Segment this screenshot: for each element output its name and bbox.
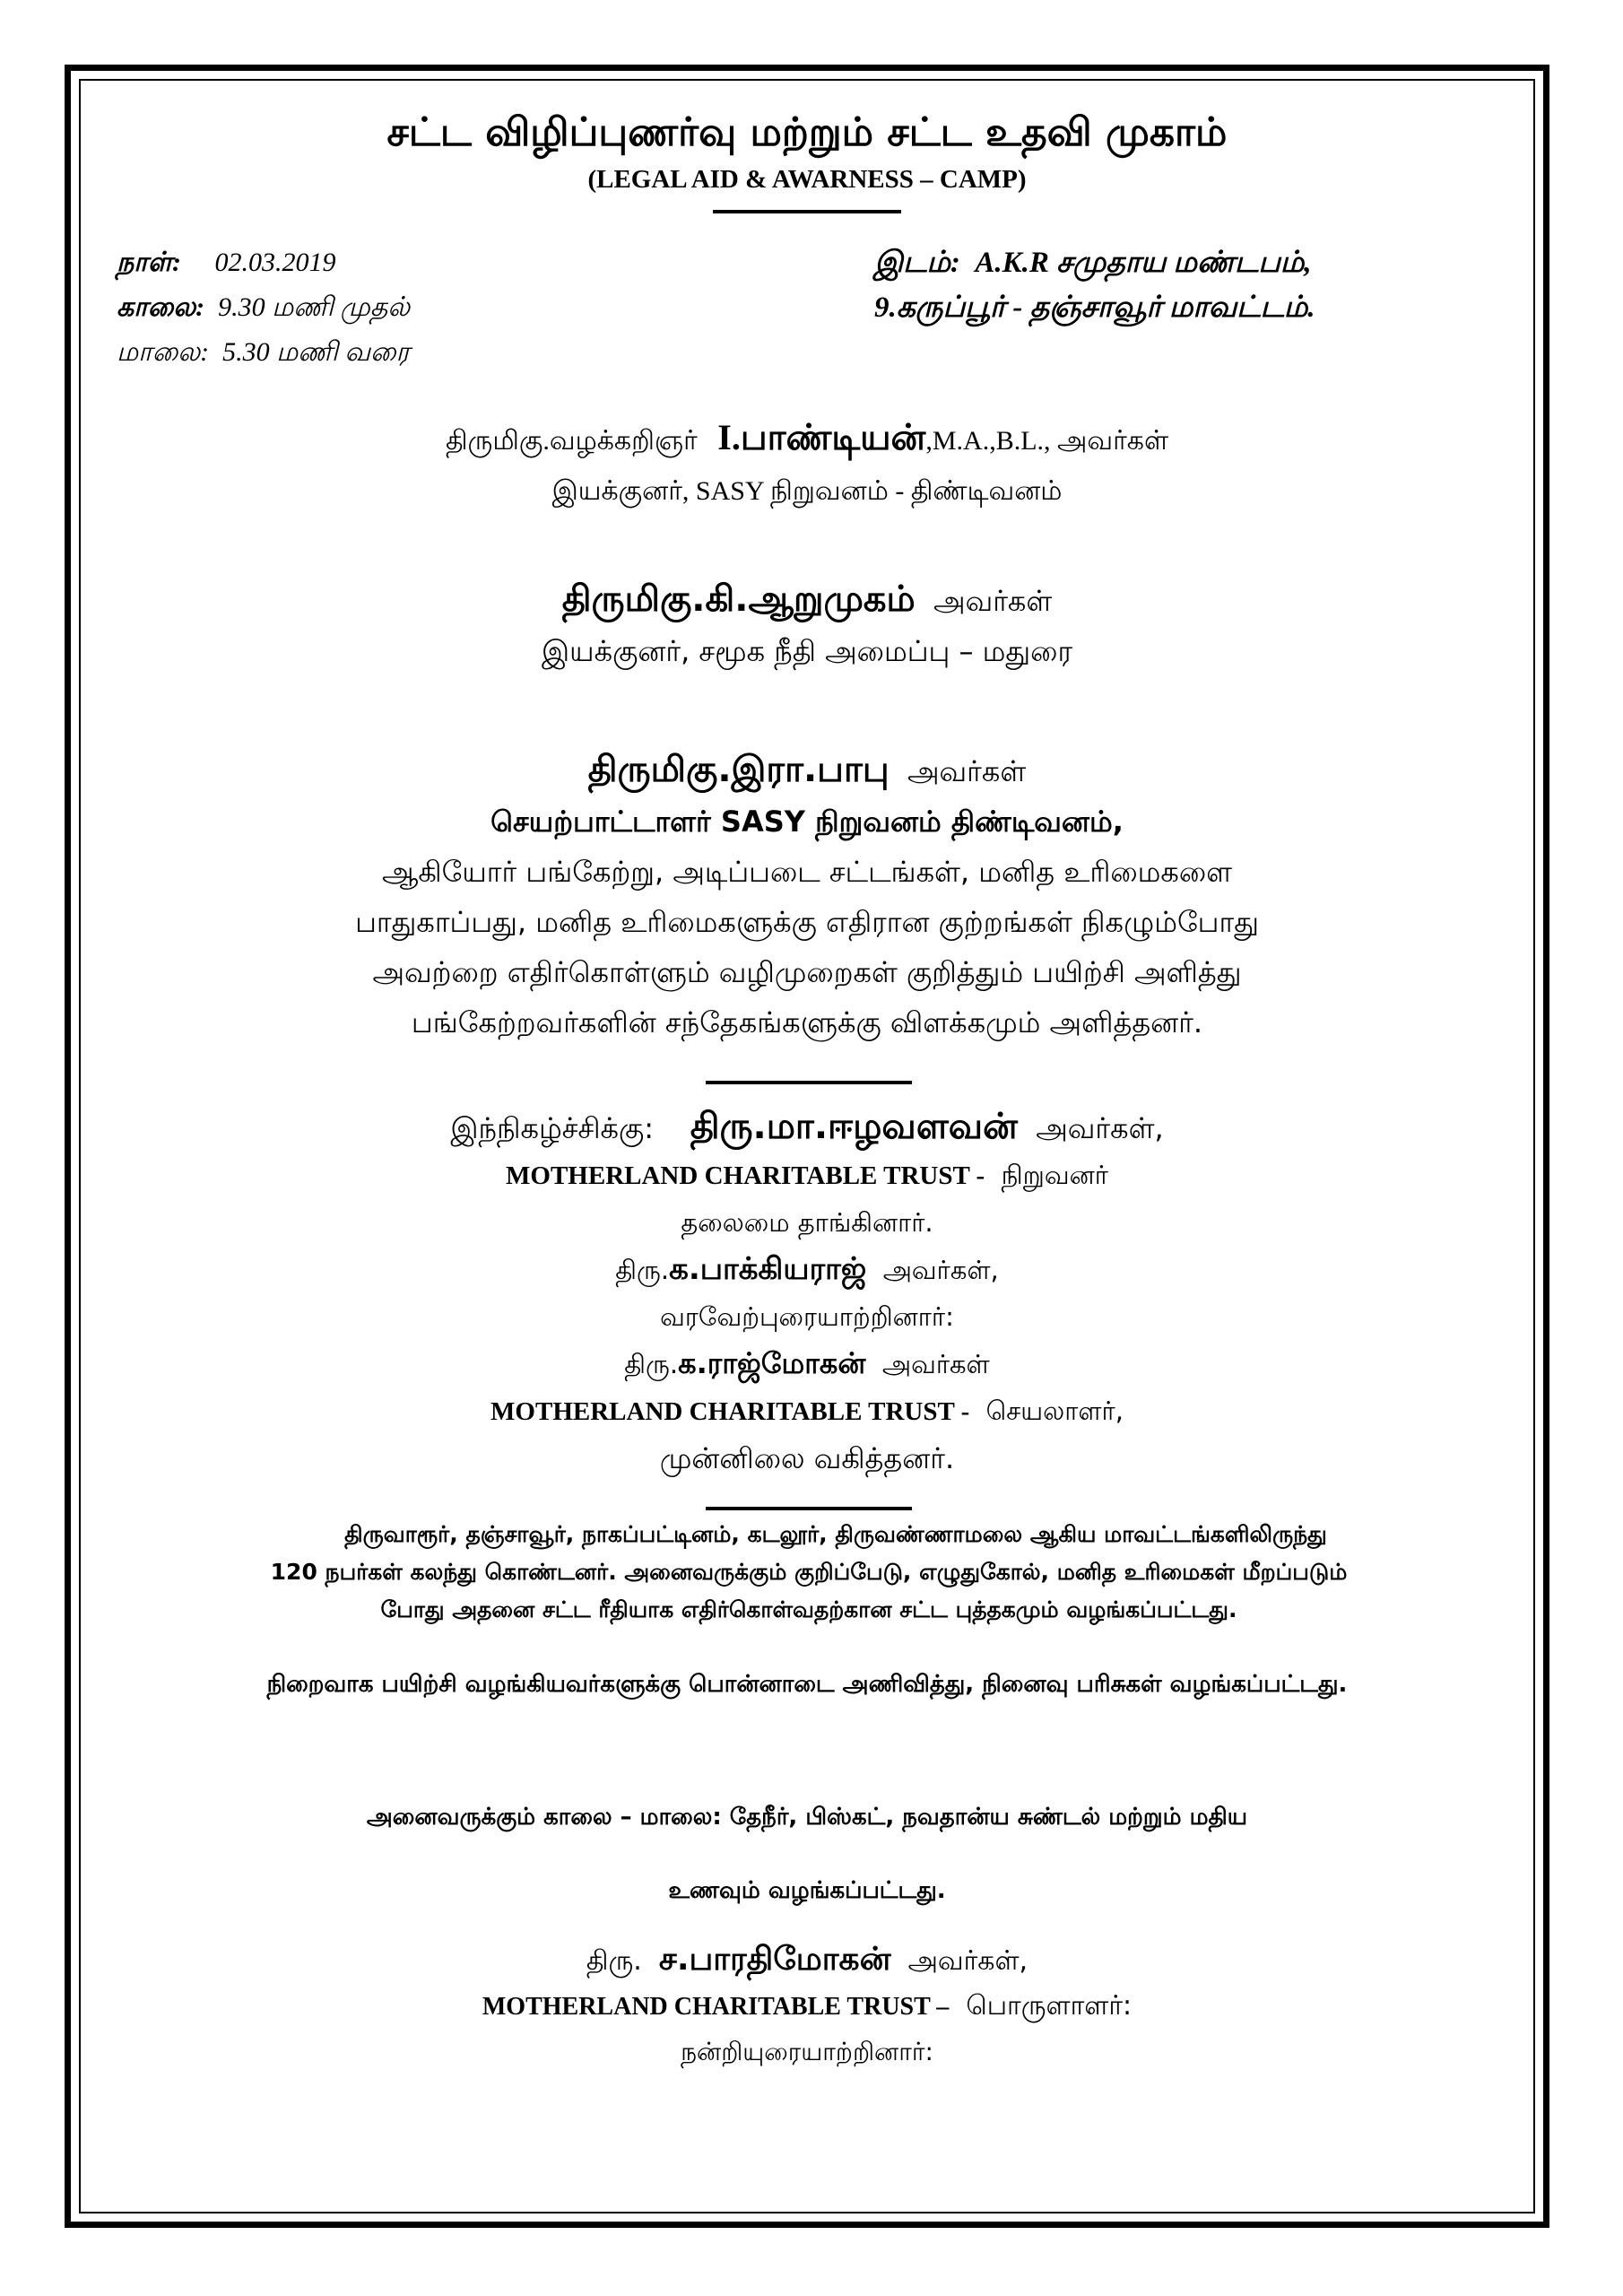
- welcome-name: க.பாக்கியராஜ்: [669, 1251, 867, 1287]
- date-row: [117, 240, 410, 285]
- speaker-3-line: [82, 744, 1532, 796]
- speaker-1-name: I.பாண்டியன்: [717, 417, 926, 457]
- training-line-4: பங்கேற்றவர்களின் சந்தேகங்களுக்கு விளக்கமும் அளித்தனர்.: [411, 1005, 1203, 1039]
- thanks-block: [82, 1937, 1532, 2074]
- training-line-1: ஆகியோர் பங்கேற்று, அடிப்படை சட்டங்கள், மனித உரிமைகளை: [381, 855, 1233, 889]
- speaker-3-role: செயற்பாட்டாளர் SASY நிறுவனம் திண்டிவனம்,: [490, 804, 1124, 839]
- date-value: 02.03.2019: [214, 248, 336, 277]
- welcome-prefix: திரு.: [615, 1255, 670, 1285]
- thanks-action: நன்றியுரையாற்றினார்:: [681, 2037, 933, 2066]
- section-divider: [706, 1081, 912, 1084]
- speaker-1-suffix: ,M.A.,B.L., அவர்கள்: [925, 426, 1169, 456]
- summary-line-2: 120 நபர்கள் கலந்து கொண்டனர். அனைவருக்கும் குறிப்பேடு, எழுதுகோல், மனித உரிமைகள் மீறப்படும்: [270, 1559, 1348, 1585]
- food-paragraph: [82, 1780, 1532, 1927]
- document-body: [82, 90, 1532, 2215]
- header: [82, 104, 1532, 213]
- presence-suffix: அவர்கள்: [881, 1349, 990, 1379]
- thanks-name: ச.பாரதிமோகன்: [658, 1941, 891, 1978]
- chair-suffix: அவர்கள்,: [1036, 1111, 1164, 1145]
- speaker-1-role: இயக்குனர், SASY நிறுவனம் - திண்டிவனம்: [551, 476, 1063, 506]
- page-subtitle: (LEGAL AID & AWARNESS – CAMP): [587, 165, 1027, 194]
- evening-value: 5.30 மணி வரை: [222, 337, 410, 367]
- welcome-line: [82, 1246, 1532, 1293]
- speaker-3-name: திருமிகு.இரா.பாபு: [587, 749, 890, 790]
- title-underline: [713, 210, 901, 213]
- thanks-org-role: பொருளாளர்:: [966, 1990, 1133, 2022]
- speaker-2-name: திருமிகு.கி.ஆறுமுகம்: [561, 578, 916, 620]
- evening-row: [117, 330, 410, 375]
- honour-paragraph: நிறைவாக பயிற்சி வழங்கியவர்களுக்கு பொன்னாடை அணிவித்து, நினைவு பரிசுகள் வழங்கப்பட்டது.: [266, 1671, 1348, 1698]
- morning-label: காலை:: [117, 292, 205, 322]
- venue-value: A.K.R சமுதாய மண்டபம்,: [975, 247, 1312, 279]
- thanks-org-line: [82, 1984, 1532, 2030]
- presence-prefix: திரு.: [624, 1349, 679, 1379]
- venue-row: [874, 240, 1315, 285]
- chair-org-line: [82, 1152, 1532, 1199]
- speaker-3-suffix: அவர்கள்: [907, 754, 1027, 788]
- speaker-2: [82, 574, 1532, 676]
- welcome-suffix: அவர்கள்,: [882, 1255, 999, 1285]
- training-line-2: பாதுகாப்பது, மனித உரிமைகளுக்கு எதிரான குற்றங்கள் நிகழும்போது: [355, 905, 1259, 939]
- morning-row: [117, 285, 410, 330]
- speaker-2-role: இயக்குனர், சமூக நீதி அமைப்பு – மதுரை: [542, 634, 1072, 668]
- page-title: சட்ட விழிப்புணர்வு மற்றும் சட்ட உதவி முகாம்: [386, 109, 1228, 155]
- speaker-1: [82, 413, 1532, 517]
- date-label: நாள்:: [117, 248, 181, 277]
- summary-line-3: போது அதனை சட்ட ரீதியாக எதிர்கொள்வதற்கான சட்ட புத்தகமும் வழங்கப்பட்டது.: [380, 1596, 1237, 1622]
- presence-org: MOTHERLAND CHARITABLE TRUST -: [490, 1397, 970, 1426]
- chair-line: [82, 1103, 1532, 1152]
- welcome-action: வரவேற்புரையாற்றினார்:: [660, 1301, 954, 1332]
- chair-org: MOTHERLAND CHARITABLE TRUST -: [506, 1161, 985, 1190]
- thanks-org: MOTHERLAND CHARITABLE TRUST –: [482, 1993, 950, 2021]
- speaker-1-prefix: திருமிகு.வழக்கறிஞர்: [445, 426, 698, 456]
- chair-action: தலைமை தாங்கினார்.: [681, 1207, 933, 1238]
- thanks-prefix: திரு.: [586, 1945, 642, 1977]
- food-line-2: உணவும் வழங்கப்பட்டது.: [668, 1877, 946, 1904]
- morning-value: 9.30 மணி முதல்: [218, 292, 411, 322]
- food-line-1: அனைவருக்கும் காலை – மாலை: தேநீர், பிஸ்கட், நவதான்ய சுண்டல் மற்றும் மதிய: [366, 1804, 1248, 1831]
- presence-org-line: [82, 1387, 1532, 1435]
- event-officials: [82, 1103, 1532, 1482]
- speaker-1-line: [82, 413, 1532, 466]
- summary-paragraph: [154, 1516, 1463, 1629]
- section-divider-2: [706, 1507, 912, 1510]
- presence-name: க.ராஜ்மோகன்: [678, 1346, 866, 1380]
- speaker-3: [82, 744, 1532, 1048]
- presence-org-role: செயலாளர்,: [985, 1396, 1124, 1426]
- speaker-2-line: [82, 574, 1532, 626]
- training-line-3: அவற்றை எதிர்கொள்ளும் வழிமுறைகள் குறித்தும் பயிற்சி அளித்து: [372, 955, 1242, 989]
- presence-line: [82, 1340, 1532, 1387]
- chair-name: திரு.மா.ஈழவளவன்: [690, 1106, 1018, 1147]
- presence-action: முன்னிலை வகித்தனர்.: [659, 1441, 955, 1475]
- venue-label: இடம்:: [874, 247, 960, 279]
- thanks-suffix: அவர்கள்,: [907, 1945, 1028, 1977]
- event-time-details: [117, 240, 410, 375]
- speaker-2-suffix: அவர்கள்: [933, 584, 1053, 618]
- thanks-line: [82, 1937, 1532, 1984]
- summary-line-1: திருவாரூர், தஞ்சாவூர், நாகப்பட்டினம், கடலூர், திருவண்ணாமலை ஆகிய மாவட்டங்களிலிருந்து: [344, 1521, 1327, 1547]
- event-venue: [874, 240, 1315, 330]
- event-intro: இந்நிகழ்ச்சிக்கு:: [450, 1111, 655, 1145]
- evening-label: மாலை:: [117, 337, 210, 367]
- venue-line2: 9.கருப்பூர் - தஞ்சாவூர் மாவட்டம்.: [874, 291, 1315, 324]
- chair-org-role: நிறுவனர்: [1001, 1160, 1108, 1190]
